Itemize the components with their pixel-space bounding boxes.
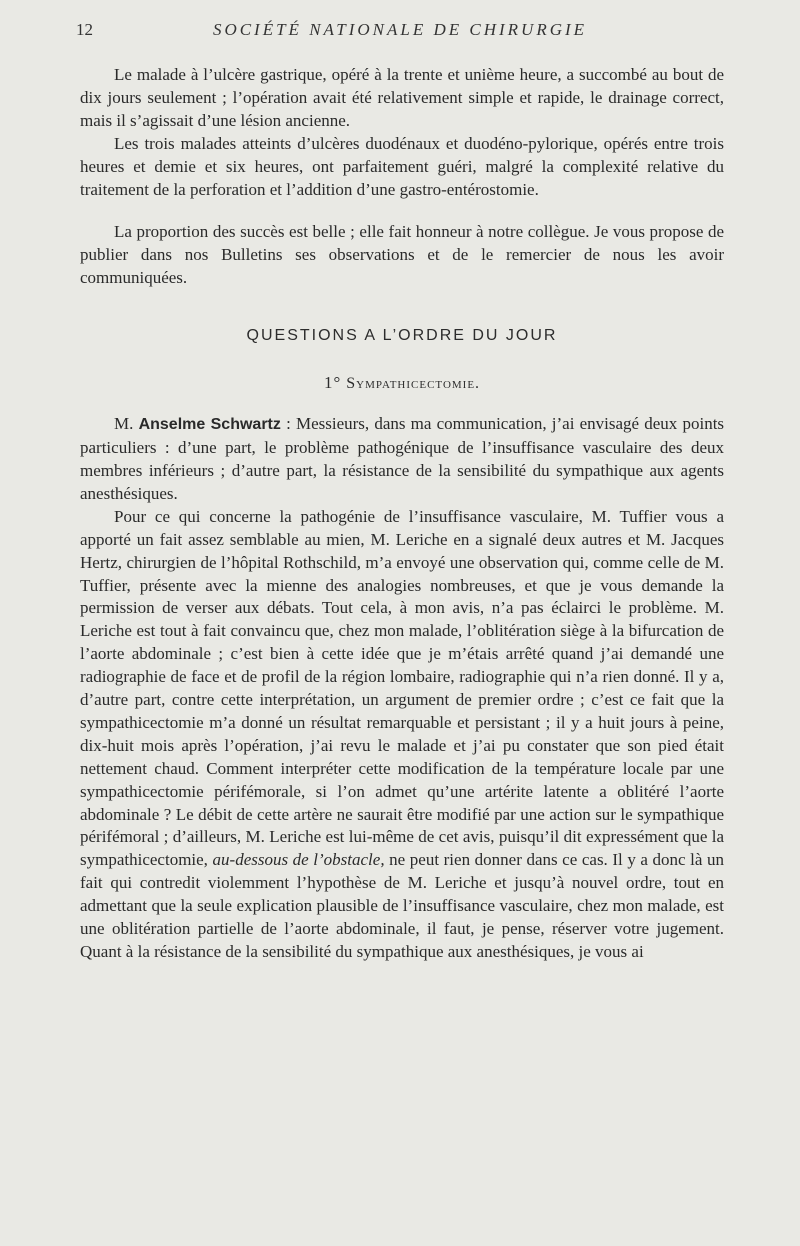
speech-text-part2: ne peut rien donner dans ce cas. Il y a donc là un fait qui contredit violemment l’hypothèse de M. Leriche et jusqu’à nouvel ordre, tout en admettant que la seule explication plausible de l’insuffisance vasculaire, chez mon malade, est une oblitération partielle de l’aorte abdominale, il faut, je pense, réserver votre jugement. Quant à la résistance de la sensibilité du sympathique aux anesthésiques, je vous ai bbox=[80, 850, 725, 961]
speaker-name: Anselme Schwartz bbox=[138, 416, 281, 434]
paragraph-ulcer-patient: Le malade à l’ulcère gastrique, opéré à la trente et unième heure, a succombé au bout de dix jours seulement ; l’opération avait été relativement simple et rapide, le drainage correct, mais il s’agissait d’une lésion ancienne. bbox=[80, 65, 724, 130]
sub-heading-number: 1° bbox=[323, 373, 342, 393]
page-number: 12 bbox=[76, 20, 93, 39]
running-title: SOCIÉTÉ NATIONALE DE CHIRURGIE bbox=[212, 20, 588, 39]
speaker-prefix: M. bbox=[114, 414, 134, 434]
paragraph-proposal: La proportion des succès est belle ; elle fait honneur à notre collègue. Je vous propose de publier dans nos Bulletins ses observations et de le remercier de nous les avoir communiquées. bbox=[80, 222, 724, 288]
speech-paragraph-intro bbox=[80, 413, 724, 506]
page-header bbox=[0, 20, 800, 44]
sub-heading bbox=[80, 373, 724, 393]
paragraph-duodenal-patients: Les trois malades atteints d’ulcères duodénaux et duodéno-pylorique, opérés entre trois heures et demie et six heures, ont parfaitement guéri, malgré la complexité relative du traitement de la perforation et l’addition d’une gastro-entérostomie. bbox=[80, 133, 724, 199]
page-body bbox=[80, 64, 724, 964]
speech-paragraph-pathogeny bbox=[80, 506, 724, 964]
section-heading: QUESTIONS A L’ORDRE DU JOUR bbox=[246, 327, 558, 345]
speech-text-part1: Pour ce qui concerne la pathogénie de l’insuffisance vasculaire, M. Tuffier vous a apporté un fait assez semblable au mien, M. Leriche en a signalé deux autres et M. Jacques Hertz, chirurgien de l’hôpital Rothschild, m’a envoyé une observation qui, comme celle de M. Tuffier, présente avec la mienne des analogies nombreuses, et que je vous demande la permission de verser aux débats. Tout cela, à mon avis, n’a pas éclairci le problème. M. Leriche est tout à fait convaincu que, chez mon malade, l’oblitération siège à la bifurcation de l’aorte abdominale ; c’est bien à cette idée que je m’étais arrêté quand j’ai demandé une radiographie de face et de profil de la région lombaire, radiographie qui n’a rien donné. Il y a, d’autre part, contre cette interprétation, un argument de premier ordre ; c’est ce fait que la sympathicectomie m’a donné un résultat remarquable et persistant ; il y a huit jours à peine, dix-huit mois après l’opération, j’ai revu le malade et j’ai pu constater que son pied était nettement chaud. Comment interpréter cette modification de la température locale par une sympathicectomie périfémorale, si l’on admet qu’une artérite latente a oblitéré l’aorte abdominale ? Le débit de cette artère ne saurait être modifié par une action sur le sympathique périfémoral ; d’ailleurs, M. Leriche est lui-même de cet avis, puisqu’il dit expressément que la sympathicectomie, bbox=[80, 506, 724, 870]
speech-italic-phrase: au-dessous de l’obstacle, bbox=[212, 850, 385, 870]
speech-intro-text: : Messieurs, dans ma communication, j’ai envisagé deux points particuliers : d’une part, le problème pathogénique de l’insuffisance vasculaire des deux membres inférieurs ; d’autre part, la résistance de la sensibilité du sympathique aux agents anesthésiques. bbox=[80, 414, 725, 503]
sub-heading-title: Sympathicectomie. bbox=[346, 375, 481, 393]
